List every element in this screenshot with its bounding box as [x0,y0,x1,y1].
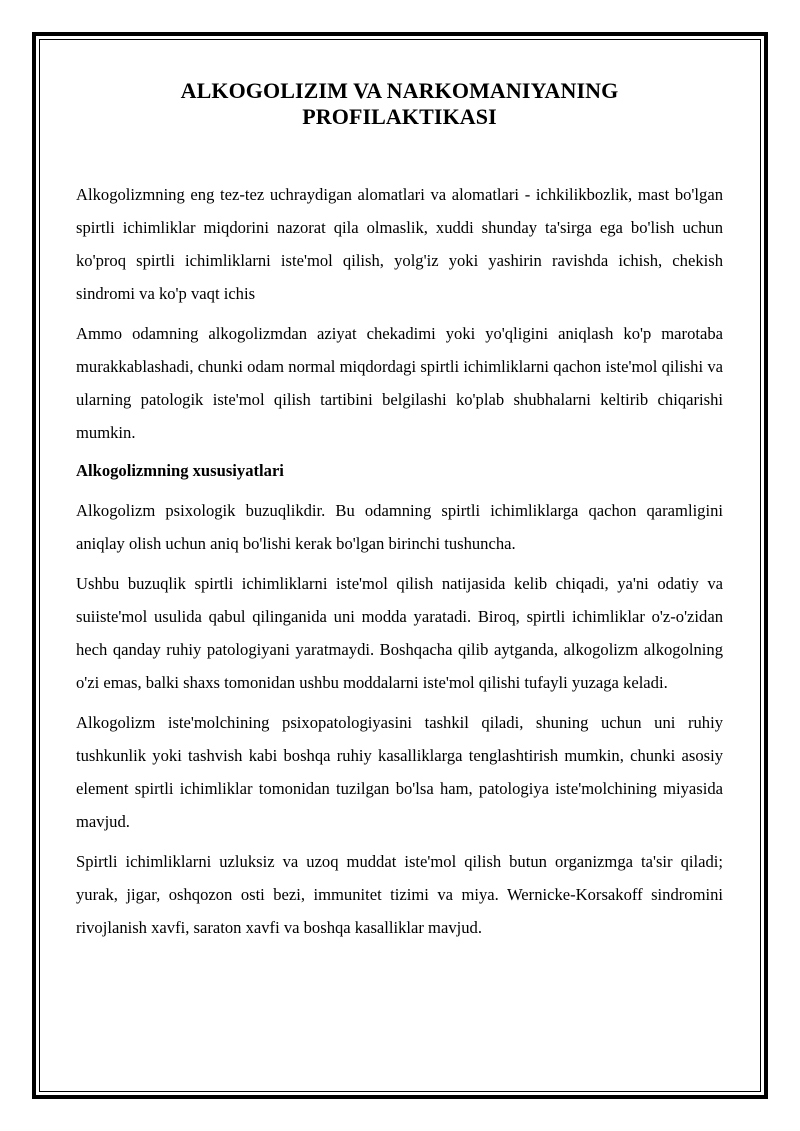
document-title [76,78,723,130]
title-spacer [76,130,723,178]
paragraph-symptoms: Alkogolizmning eng tez-tez uchraydigan alomatlari va alomatlari - ichkilikbozlik, mast bo'lgan spirtli ichimliklar miqdorini nazorat qila olmaslik, xuddi shunday ta'sirga ega bo'lish uchun ko'proq spirtli ichimliklarni iste'mol qilish, yolg'iz yoki yashirin ravishda ichish, chekish sindromi va ko'p vaqt ichis [76,185,723,303]
document-body [76,78,723,951]
title-line-1: ALKOGOLIZIM VA NARKOMANIYANING [180,78,619,103]
paragraph-psychological-disorder: Alkogolizm psixologik buzuqlikdir. Bu odamning spirtli ichimliklarga qachon qaramligini aniqlay olish uchun aniq bo'lishi kerak bo'lgan birinchi tushuncha. [76,501,723,553]
paragraph-diagnosis: Ammo odamning alkogolizmdan aziyat chekadimi yoki yo'qligini aniqlash ko'p marotaba murakkablashadi, chunki odam normal miqdordagi spirtli ichimliklarni qachon iste'mol qilishi va ularning patologik iste'mol qilish tartibini belgilashi ko'plab shubhalarni keltirib chiqarishi mumkin. [76,324,723,442]
paragraph-effects: Spirtli ichimliklarni uzluksiz va uzoq muddat iste'mol qilish butun organizmga ta'sir qiladi; yurak, jigar, oshqozon osti bezi, immunitet tizimi va miya. Wernicke-Korsakoff sindromini rivojlanish xavfi, saraton xavfi va boshqa kasalliklar mavjud. [76,852,723,937]
title-line-2: PROFILAKTIKASI [302,104,497,129]
paragraph-cause: Ushbu buzuqlik spirtli ichimliklarni iste'mol qilish natijasida kelib chiqadi, ya'ni odatiy va suiiste'mol usulida qabul qilinganida uni modda yaratadi. Biroq, spirtli ichimliklar o'z-o'zidan hech qanday ruhiy patologiyani yaratmaydi. Boshqacha qilib aytganda, alkogolizm alkogolning o'zi emas, balki shaxs tomonidan ushbu moddalarni iste'mol qilishi tufayli yuzaga keladi. [76,574,723,692]
section-heading: Alkogolizmning xususiyatlari [76,461,284,480]
paragraph-psychopathology: Alkogolizm iste'molchining psixopatologiyasini tashkil qiladi, shuning uchun uni ruhiy tushkunlik yoki tashvish kabi boshqa ruhiy kasalliklarga tenglashtirish mumkin, chunki asosiy element spirtli ichimliklar tomonidan tuzilgan bo'lsa ham, patologiya iste'molchining miyasida mavjud. [76,713,723,831]
